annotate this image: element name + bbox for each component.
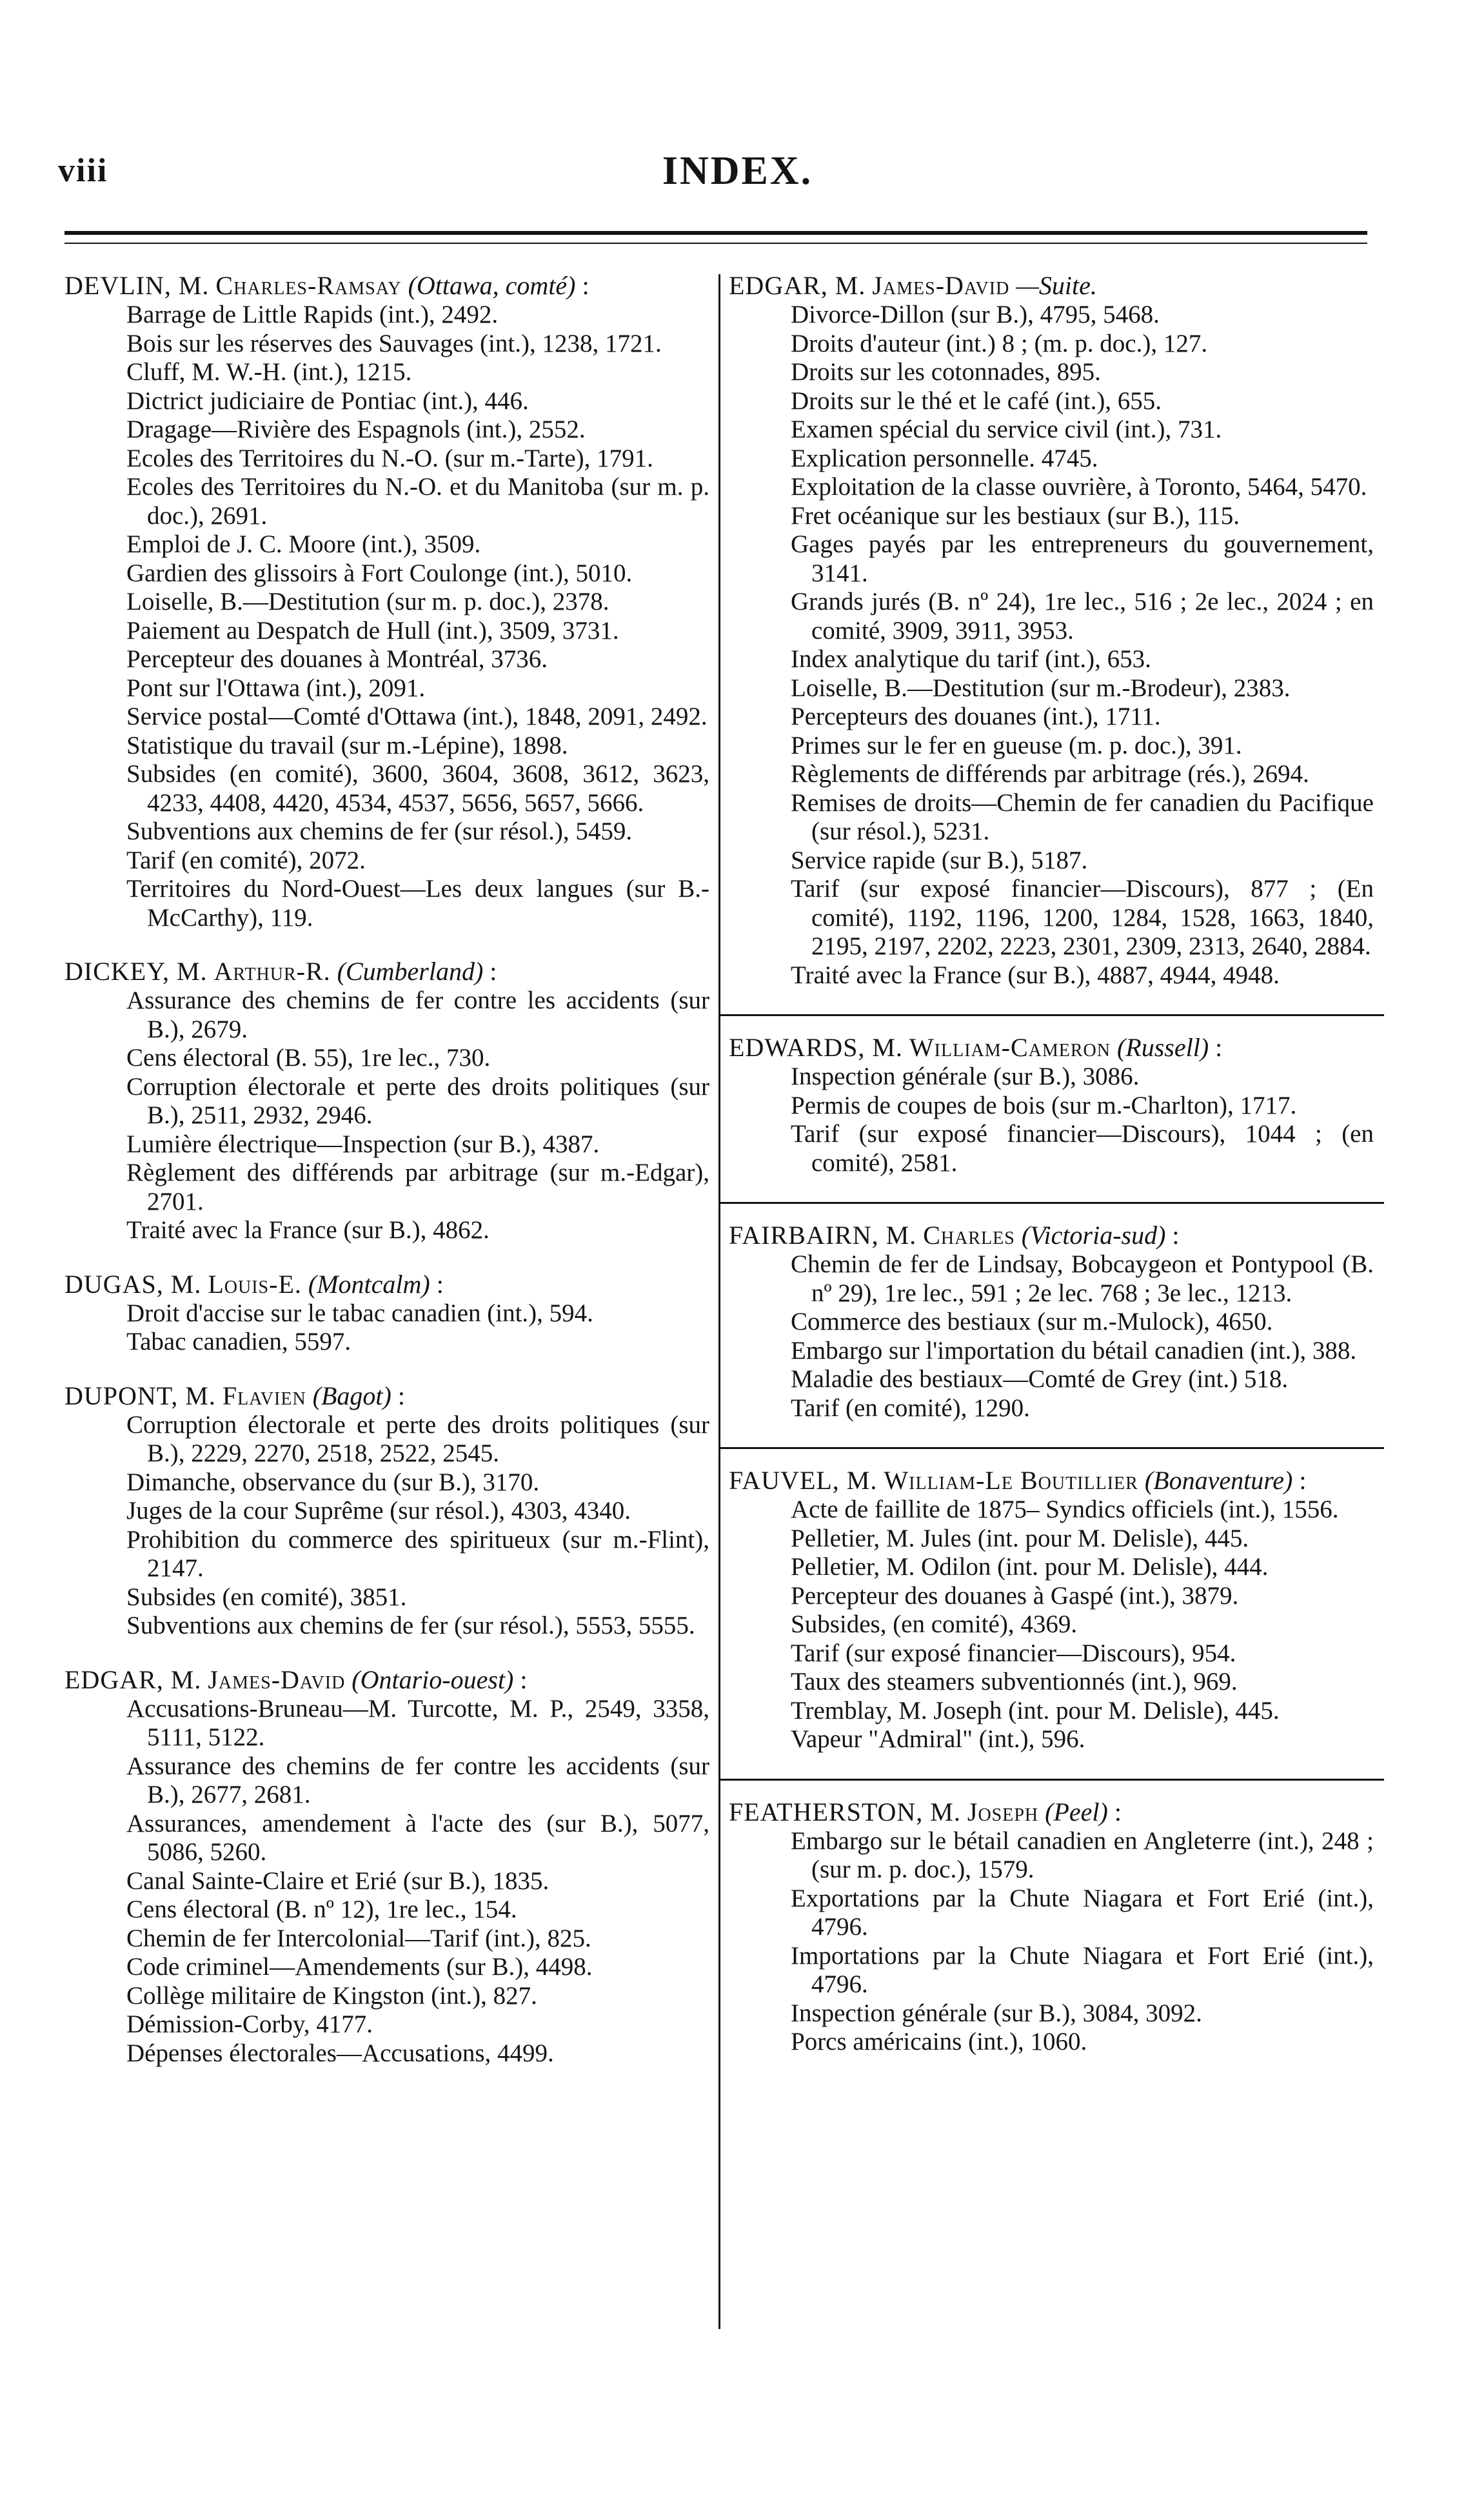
index-item: Subventions aux chemins de fer (sur résol.), 5459. xyxy=(126,817,633,845)
heading-suffix: : xyxy=(483,957,497,986)
index-item: Corruption électorale et perte des droits politiques (sur B.), 2511, 2932, 2946. xyxy=(126,1072,709,1129)
header-rule-thick xyxy=(64,231,1367,235)
index-item: Cens électoral (B. nº 12), 1re lec., 154. xyxy=(126,1895,517,1923)
index-item: Examen spécial du service civil (int.), 731. xyxy=(791,415,1222,443)
index-item: Dépenses électorales—Accusations, 4499. xyxy=(126,2039,554,2067)
index-item: Prohibition du commerce des spiritueux (sur m.-Flint), 2147. xyxy=(126,1525,709,1582)
index-entry xyxy=(729,271,1374,990)
index-item: Traité avec la France (sur B.), 4862. xyxy=(126,1216,490,1244)
index-item: Assurance des chemins de fer contre les accidents (sur B.), 2677, 2681. xyxy=(126,1752,709,1808)
member-riding: —Suite. xyxy=(1016,271,1097,300)
index-item: Index analytique du tarif (int.), 653. xyxy=(791,645,1151,673)
index-item: Corruption électorale et perte des droits politiques (sur B.), 2229, 2270, 2518, 2522, 2545. xyxy=(126,1410,709,1467)
index-item: Lumière électrique—Inspection (sur B.), 4387. xyxy=(126,1130,600,1158)
entry-heading xyxy=(729,1033,1374,1063)
entry-items xyxy=(729,1495,1374,1754)
index-item: Tabac canadien, 5597. xyxy=(126,1328,351,1355)
left-column xyxy=(64,271,709,2092)
entry-items xyxy=(64,301,709,932)
heading-suffix: : xyxy=(513,1665,528,1694)
page-number: viii xyxy=(58,152,108,189)
index-item: Subsides (en comité), 3600, 3604, 3608, 3612, 3623, 4233, 4408, 4420, 4534, 4537, 5656, 5657, 5666. xyxy=(126,760,709,817)
index-item: Commerce des bestiaux (sur m.-Mulock), 4650. xyxy=(791,1308,1273,1335)
index-item: Droit d'accise sur le tabac canadien (int.), 594. xyxy=(126,1299,593,1327)
index-item: Pont sur l'Ottawa (int.), 2091. xyxy=(126,674,426,702)
index-item: Gages payés par les entrepreneurs du gouvernement, 3141. xyxy=(791,530,1374,587)
index-item: Dictrict judiciaire de Pontiac (int.), 446. xyxy=(126,386,529,415)
index-item: Vapeur "Admiral" (int.), 596. xyxy=(791,1725,1085,1753)
heading-suffix: : xyxy=(430,1269,444,1299)
index-item: Service postal—Comté d'Ottawa (int.), 1848, 2091, 2492. xyxy=(126,703,708,730)
member-given-name: James-David xyxy=(208,1665,346,1694)
member-riding: (Ottawa, comté) xyxy=(408,271,576,300)
index-item: Barrage de Little Rapids (int.), 2492. xyxy=(126,301,499,328)
page-header xyxy=(0,139,1475,210)
member-given-name: Charles xyxy=(923,1221,1015,1250)
member-surname: DUPONT, M. xyxy=(64,1381,216,1410)
member-riding: (Russell) xyxy=(1116,1033,1209,1062)
member-riding: (Cumberland) xyxy=(337,957,484,986)
member-riding: (Ontario-ouest) xyxy=(351,1665,514,1694)
member-riding: (Peel) xyxy=(1045,1797,1108,1826)
index-item: Inspection générale (sur B.), 3084, 3092. xyxy=(791,1999,1202,2027)
entry-items xyxy=(729,301,1374,990)
heading-suffix: : xyxy=(1209,1033,1223,1062)
index-item: Tremblay, M. Joseph (int. pour M. Delisle), 445. xyxy=(791,1696,1280,1725)
index-item: Fret océanique sur les bestiaux (sur B.), 115. xyxy=(791,501,1240,530)
index-item: Statistique du travail (sur m.-Lépine), 1898. xyxy=(126,731,568,759)
index-item: Inspection générale (sur B.), 3086. xyxy=(791,1063,1140,1090)
column-divider xyxy=(718,274,720,2329)
index-item: Ecoles des Territoires du N.-O. et du Manitoba (sur m. p. doc.), 2691. xyxy=(126,473,709,530)
member-surname: DEVLIN, M. xyxy=(64,271,210,300)
index-item: Acte de faillite de 1875– Syndics officiels (int.), 1556. xyxy=(791,1495,1339,1523)
member-surname: EDGAR, M. xyxy=(64,1665,202,1694)
index-item: Droits sur le thé et le café (int.), 655. xyxy=(791,386,1162,415)
index-item: Explication personnelle. 4745. xyxy=(791,444,1098,472)
index-item: Cens électoral (B. 55), 1re lec., 730. xyxy=(126,1044,491,1072)
page-title: INDEX. xyxy=(662,149,813,193)
index-item: Percepteur des douanes à Montréal, 3736. xyxy=(126,645,548,673)
index-item: Canal Sainte-Claire et Erié (sur B.), 1835. xyxy=(126,1866,549,1895)
entry-heading xyxy=(729,1221,1374,1250)
index-item: Bois sur les réserves des Sauvages (int.), 1238, 1721. xyxy=(126,329,662,357)
index-item: Exploitation de la classe ouvrière, à Toronto, 5464, 5470. xyxy=(791,473,1367,501)
member-given-name: Flavien xyxy=(222,1381,306,1410)
index-entry xyxy=(729,1033,1374,1177)
entry-heading xyxy=(64,957,709,986)
entry-separator xyxy=(718,1779,1384,1781)
index-item: Traité avec la France (sur B.), 4887, 4944, 4948. xyxy=(791,961,1280,989)
member-riding: (Montcalm) xyxy=(308,1269,430,1299)
entry-heading xyxy=(64,271,709,301)
index-item: Permis de coupes de bois (sur m.-Charlton), 1717. xyxy=(791,1091,1297,1119)
member-given-name: James-David xyxy=(872,271,1010,300)
index-item: Cluff, M. W.-H. (int.), 1215. xyxy=(126,358,412,386)
entry-items xyxy=(729,1827,1374,2057)
index-item: Divorce-Dillon (sur B.), 4795, 5468. xyxy=(791,301,1160,328)
index-item: Taux des steamers subventionnés (int.), 969. xyxy=(791,1668,1238,1695)
member-given-name: Louis-E. xyxy=(208,1269,302,1299)
member-given-name: Joseph xyxy=(967,1797,1039,1826)
member-surname: FAUVEL, M. xyxy=(729,1466,878,1495)
index-item: Subventions aux chemins de fer (sur résol.), 5553, 5555. xyxy=(126,1612,695,1639)
index-item: Tarif (sur exposé financier—Discours), 1044 ; (en comité), 2581. xyxy=(791,1120,1374,1177)
entry-heading xyxy=(729,1797,1374,1827)
index-entry xyxy=(729,1797,1374,2057)
entry-items xyxy=(64,986,709,1245)
entry-heading xyxy=(729,271,1374,301)
index-entry xyxy=(64,1270,709,1357)
index-item: Droits d'auteur (int.) 8 ; (m. p. doc.), 127. xyxy=(791,329,1208,357)
index-item: Collège militaire de Kingston (int.), 827. xyxy=(126,1981,537,2010)
index-item: Embargo sur le bétail canadien en Angleterre (int.), 248 ; (sur m. p. doc.), 1579. xyxy=(791,1826,1374,1883)
index-item: Paiement au Despatch de Hull (int.), 3509, 3731. xyxy=(126,616,619,645)
index-item: Dimanche, observance du (sur B.), 3170. xyxy=(126,1468,540,1496)
index-item: Maladie des bestiaux—Comté de Grey (int.) 518. xyxy=(791,1365,1289,1393)
member-riding: (Victoria-sud) xyxy=(1021,1221,1166,1250)
index-item: Subsides, (en comité), 4369. xyxy=(791,1610,1078,1638)
index-item: Tarif (sur exposé financier—Discours), 954. xyxy=(791,1639,1236,1667)
entry-items xyxy=(729,1250,1374,1423)
index-item: Tarif (en comité), 2072. xyxy=(126,846,366,874)
index-item: Chemin de fer de Lindsay, Bobcaygeon et Pontypool (B. nº 29), 1re lec., 591 ; 2e lec. 768 ; 3e lec., 1213. xyxy=(791,1250,1374,1307)
member-given-name: Arthur-R. xyxy=(213,957,331,986)
index-item: Règlement des différends par arbitrage (sur m.-Edgar), 2701. xyxy=(126,1159,709,1215)
index-entry xyxy=(729,1221,1374,1423)
member-surname: FEATHERSTON, M. xyxy=(729,1797,961,1826)
index-item: Pelletier, M. Jules (int. pour M. Delisle), 445. xyxy=(791,1524,1249,1552)
index-item: Service rapide (sur B.), 5187. xyxy=(791,846,1088,874)
heading-suffix: : xyxy=(1292,1466,1307,1495)
index-item: Gardien des glissoirs à Fort Coulonge (int.), 5010. xyxy=(126,559,633,587)
member-surname: EDWARDS, M. xyxy=(729,1033,903,1062)
member-riding: (Bagot) xyxy=(312,1381,391,1410)
index-entry xyxy=(64,1381,709,1641)
index-item: Règlements de différends par arbitrage (rés.), 2694. xyxy=(791,760,1309,788)
heading-suffix: : xyxy=(1107,1797,1122,1826)
entry-items xyxy=(64,1695,709,2068)
entry-heading xyxy=(64,1381,709,1411)
heading-suffix: : xyxy=(391,1381,405,1410)
member-surname: DICKEY, M. xyxy=(64,957,208,986)
index-item: Assurances, amendement à l'acte des (sur B.), 5077, 5086, 5260. xyxy=(126,1809,709,1866)
member-surname: DUGAS, M. xyxy=(64,1269,202,1299)
index-item: Pelletier, M. Odilon (int. pour M. Delisle), 444. xyxy=(791,1553,1269,1581)
index-entry xyxy=(64,1665,709,2068)
index-item: Chemin de fer Intercolonial—Tarif (int.), 825. xyxy=(126,1924,591,1952)
header-rule-thin xyxy=(64,243,1367,244)
entry-heading xyxy=(64,1270,709,1299)
index-item: Accusations-Bruneau—M. Turcotte, M. P., 2549, 3358, 5111, 5122. xyxy=(126,1694,709,1751)
member-given-name: Charles-Ramsay xyxy=(215,271,402,300)
member-surname: FAIRBAIRN, M. xyxy=(729,1221,917,1250)
index-item: Loiselle, B.—Destitution (sur m. p. doc.), 2378. xyxy=(126,588,609,615)
index-item: Embargo sur l'importation du bétail canadien (int.), 388. xyxy=(791,1336,1357,1365)
entry-separator xyxy=(718,1202,1384,1204)
entry-items xyxy=(64,1299,709,1357)
entry-heading xyxy=(64,1665,709,1695)
index-item: Grands jurés (B. nº 24), 1re lec., 516 ; 2e lec., 2024 ; en comité, 3909, 3911, 3953. xyxy=(791,588,1374,645)
member-surname: EDGAR, M. xyxy=(729,271,866,300)
right-column xyxy=(729,271,1374,2081)
member-riding: (Bonaventure) xyxy=(1144,1466,1293,1495)
index-item: Code criminel—Amendements (sur B.), 4498. xyxy=(126,1953,593,1981)
entry-items xyxy=(729,1063,1374,1177)
heading-suffix: : xyxy=(1165,1221,1180,1250)
entry-heading xyxy=(729,1466,1374,1495)
index-item: Loiselle, B.—Destitution (sur m.-Brodeur), 2383. xyxy=(791,674,1291,702)
index-item: Exportations par la Chute Niagara et Fort Erié (int.), 4796. xyxy=(791,1884,1374,1941)
index-item: Juges de la cour Suprême (sur résol.), 4303, 4340. xyxy=(126,1497,631,1525)
index-item: Porcs américains (int.), 1060. xyxy=(791,2028,1087,2055)
entry-items xyxy=(64,1411,709,1641)
index-item: Démission-Corby, 4177. xyxy=(126,2010,373,2038)
member-given-name: William-Le Boutillier xyxy=(884,1466,1138,1495)
index-item: Assurance des chemins de fer contre les accidents (sur B.), 2679. xyxy=(126,986,709,1043)
index-entry xyxy=(729,1466,1374,1754)
index-entry xyxy=(64,271,709,932)
index-item: Ecoles des Territoires du N.-O. (sur m.-Tarte), 1791. xyxy=(126,444,653,472)
member-given-name: William-Cameron xyxy=(909,1033,1111,1062)
index-item: Dragage—Rivière des Espagnols (int.), 2552. xyxy=(126,415,586,443)
heading-suffix: : xyxy=(575,271,589,300)
index-entry xyxy=(64,957,709,1245)
index-item: Territoires du Nord-Ouest—Les deux langues (sur B.-McCarthy), 119. xyxy=(126,875,709,932)
index-item: Percepteurs des douanes (int.), 1711. xyxy=(791,703,1161,730)
index-item: Remises de droits—Chemin de fer canadien du Pacifique (sur résol.), 5231. xyxy=(791,788,1374,845)
index-item: Tarif (sur exposé financier—Discours), 877 ; (En comité), 1192, 1196, 1200, 1284, 1528, 1663, 1840, 2195, 2197, 2202, 2223, 2301, 2309, 2313, 2640, 2884. xyxy=(791,875,1374,960)
entry-separator xyxy=(718,1447,1384,1449)
index-item: Emploi de J. C. Moore (int.), 3509. xyxy=(126,530,481,558)
index-item: Subsides (en comité), 3851. xyxy=(126,1583,407,1611)
entry-separator xyxy=(718,1014,1384,1016)
index-item: Primes sur le fer en gueuse (m. p. doc.), 391. xyxy=(791,731,1242,759)
index-item: Tarif (en comité), 1290. xyxy=(791,1394,1030,1422)
index-item: Percepteur des douanes à Gaspé (int.), 3879. xyxy=(791,1581,1239,1610)
index-item: Droits sur les cotonnades, 895. xyxy=(791,358,1101,386)
index-item: Importations par la Chute Niagara et Fort Erié (int.), 4796. xyxy=(791,1941,1374,1998)
